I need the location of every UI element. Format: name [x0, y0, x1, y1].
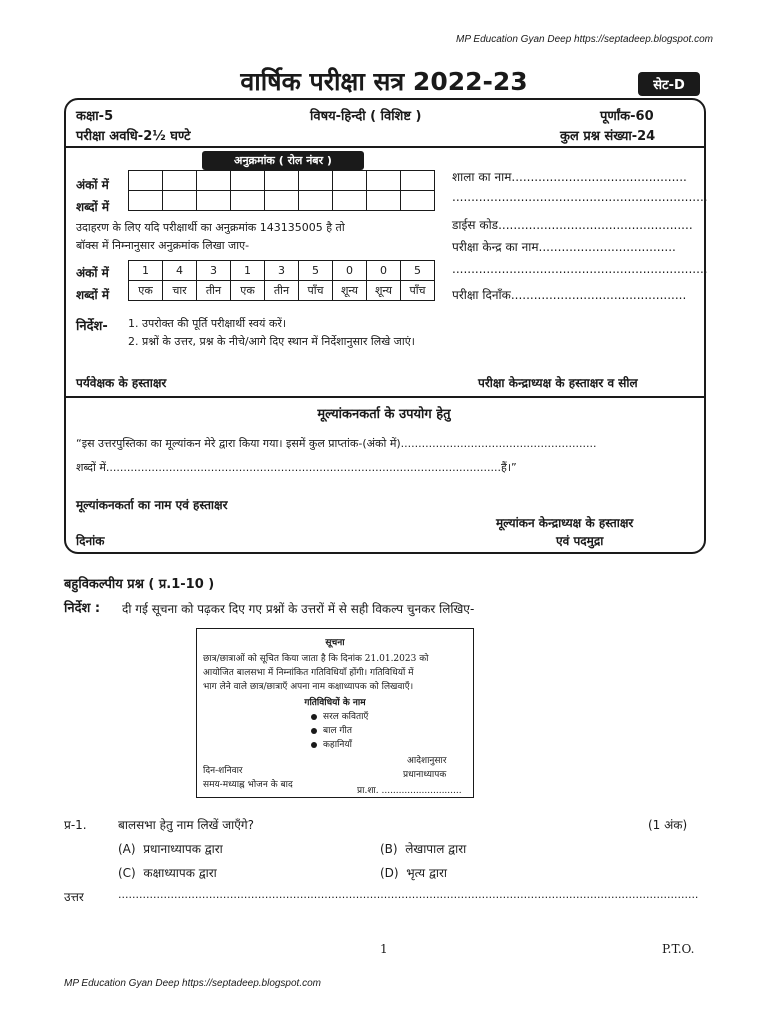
example-words-row — [129, 281, 435, 301]
option-d[interactable] — [380, 864, 447, 881]
example-word: तीन — [265, 281, 299, 301]
roll-word-cell[interactable] — [367, 191, 401, 211]
roll-digit-cell[interactable] — [299, 171, 333, 191]
notice-title: सूचना — [325, 638, 345, 648]
example-words-label: शब्दों में — [76, 288, 109, 302]
roll-digit-cell[interactable] — [401, 171, 435, 191]
answer-label: उत्तर — [64, 890, 84, 904]
option-b[interactable] — [380, 840, 466, 857]
answer-line[interactable]: ...................................................................................................................................................................... — [118, 888, 699, 901]
option-text: कक्षाध्यापक द्वारा — [143, 866, 217, 880]
activities-title: गतिविधियों के नाम — [304, 698, 366, 708]
evaluator-heading: मूल्यांकनकर्ता के उपयोग हेतु — [317, 407, 451, 422]
roll-digit-cell[interactable] — [231, 171, 265, 191]
bullet-icon — [311, 714, 317, 720]
option-key: (A) — [118, 842, 136, 856]
example-digit: 1 — [129, 261, 163, 281]
question-marks: (1 अंक) — [648, 818, 688, 832]
instruction-item-1: 1. उपरोक्त की पूर्ति परीक्षार्थी स्वयं करें। — [128, 317, 287, 330]
notice-school: प्रा.शा. ............................ — [357, 786, 462, 796]
full-marks-label: पूर्णांक-60 — [600, 109, 654, 124]
evaluator-name-sign: मूल्यांकनकर्ता का नाम एवं हस्ताक्षर — [76, 498, 228, 512]
set-badge: सेट-D — [638, 72, 700, 96]
divider-evaluator — [64, 396, 706, 398]
evaluator-line-2: शब्दों में.................................................................................................................हैं।” — [76, 461, 517, 474]
bullet-icon — [311, 728, 317, 734]
example-digit: 5 — [299, 261, 333, 281]
notice-line-3: भाग लेने वाले छात्र/छात्राएँ अपना नाम कक्षाध्यापक को लिखवाएँ। — [203, 682, 414, 692]
roll-number-heading: अनुक्रमांक ( रोल नंबर ) — [202, 151, 364, 170]
evaluation-center-seal: एवं पदमुद्रा — [556, 534, 604, 548]
blank-field-1[interactable]: ................................................................... — [452, 190, 708, 204]
roll-digit-cell[interactable] — [197, 171, 231, 191]
notice-principal: प्रधानाध्यापक — [403, 770, 447, 780]
mcq-instruction-text: दी गई सूचना को पढ़कर दिए गए प्रश्नों के उत्तरों में से सही विकल्प चुनकर लिखिए- — [122, 602, 475, 616]
roll-word-cell[interactable] — [197, 191, 231, 211]
roll-digit-cell[interactable] — [333, 171, 367, 191]
evaluation-center-sign: मूल्यांकन केन्द्राध्यक्ष के हस्ताक्षर — [496, 516, 634, 530]
bullet-icon — [311, 742, 317, 748]
example-digit: 1 — [231, 261, 265, 281]
school-name-field[interactable]: शाला का नाम.............................................. — [452, 170, 687, 184]
notice-line-2: आयोजित बालसभा में निम्नांकित गतिविधियाँ होंगी। गतिविधियों में — [203, 668, 414, 678]
roll-example-text-2: बॉक्स में निम्नानुसार अनुक्रमांक लिखा जाए- — [76, 239, 250, 252]
roll-word-cell[interactable] — [265, 191, 299, 211]
roll-word-cell[interactable] — [231, 191, 265, 211]
total-questions-label: कुल प्रश्न संख्या-24 — [560, 129, 656, 144]
example-word: पाँच — [299, 281, 333, 301]
activity-text: सरल कविताएँ — [323, 712, 369, 722]
example-roll-grid — [128, 260, 435, 301]
roll-digits-row[interactable] — [129, 171, 435, 191]
example-digits-label: अंकों में — [76, 266, 109, 280]
evaluator-date: दिनांक — [76, 534, 105, 548]
example-word: शून्य — [333, 281, 367, 301]
activity-text: बाल गीत — [323, 726, 352, 736]
exam-center-field[interactable]: परीक्षा केन्द्र का नाम.................................... — [452, 240, 676, 254]
roll-digit-cell[interactable] — [265, 171, 299, 191]
roll-word-cell[interactable] — [163, 191, 197, 211]
roll-word-cell[interactable] — [401, 191, 435, 211]
page-number: 1 — [380, 942, 388, 956]
roll-digit-cell[interactable] — [367, 171, 401, 191]
page-title: वार्षिक परीक्षा सत्र 2022-23 — [240, 67, 528, 96]
activity-item — [311, 709, 368, 722]
roll-word-cell[interactable] — [129, 191, 163, 211]
activity-item — [311, 737, 352, 750]
divider-info — [64, 146, 706, 148]
example-digit: 0 — [333, 261, 367, 281]
question-number: प्र-1. — [64, 818, 87, 832]
source-link-top[interactable]: MP Education Gyan Deep https://septadeep.blogspot.com — [456, 34, 714, 45]
roll-digit-cell[interactable] — [163, 171, 197, 191]
roll-words-label: शब्दों में — [76, 200, 109, 214]
example-word: एक — [129, 281, 163, 301]
roll-example-text-1: उदाहरण के लिए यदि परीक्षार्थी का अनुक्रमांक 143135005 है तो — [76, 221, 345, 234]
option-key: (D) — [380, 866, 399, 880]
class-label: कक्षा-5 — [76, 109, 114, 124]
roll-word-cell[interactable] — [333, 191, 367, 211]
source-link-bottom[interactable]: MP Education Gyan Deep https://septadeep.blogspot.com — [64, 978, 322, 989]
option-text: लेखापाल द्वारा — [405, 842, 467, 856]
center-head-signature: परीक्षा केन्द्राध्यक्ष के हस्ताक्षर व सील — [478, 376, 638, 390]
option-key: (B) — [380, 842, 398, 856]
activity-item — [311, 723, 352, 736]
question-text: बालसभा हेतु नाम लिखें जाएँगे? — [118, 818, 254, 832]
mcq-instruction-label: निर्देश : — [64, 601, 101, 616]
instruction-item-2: 2. प्रश्नों के उत्तर, प्रश्न के नीचे/आगे दिए स्थान में निर्देशानुसार लिखे जाएं। — [128, 335, 415, 348]
example-digits-row — [129, 261, 435, 281]
option-text: भृत्य द्वारा — [406, 866, 447, 880]
example-word: पाँच — [401, 281, 435, 301]
invigilator-signature: पर्यवेक्षक के हस्ताक्षर — [76, 376, 167, 390]
option-a[interactable] — [118, 840, 223, 857]
roll-digits-label: अंकों में — [76, 178, 109, 192]
instructions-label: निर्देश- — [76, 319, 108, 334]
duration-label: परीक्षा अवधि-2½ घण्टे — [76, 129, 191, 144]
roll-words-row[interactable] — [129, 191, 435, 211]
activity-text: कहानियाँ — [323, 740, 352, 750]
subject-label: विषय-हिन्दी ( विशिष्ट ) — [310, 109, 422, 124]
example-word: एक — [231, 281, 265, 301]
pto-label: P.T.O. — [662, 942, 695, 956]
example-word: शून्य — [367, 281, 401, 301]
notice-order: आदेशानुसार — [407, 756, 447, 766]
notice-time: समय-मध्याह्न भोजन के बाद — [203, 780, 293, 790]
roll-digit-cell[interactable] — [129, 171, 163, 191]
example-digit: 3 — [265, 261, 299, 281]
option-text: प्रधानाध्यापक द्वारा — [143, 842, 223, 856]
example-digit: 5 — [401, 261, 435, 281]
example-digit: 0 — [367, 261, 401, 281]
mcq-heading: बहुविकल्पीय प्रश्न ( प्र.1-10 ) — [64, 577, 215, 592]
example-word: तीन — [197, 281, 231, 301]
evaluator-line-1: “इस उत्तरपुस्तिका का मूल्यांकन मेरे द्वारा किया गया। इसमें कुल प्राप्तांक-(अंको में)........................................................ — [76, 437, 597, 450]
example-digit: 4 — [163, 261, 197, 281]
option-key: (C) — [118, 866, 136, 880]
roll-number-grid[interactable] — [128, 170, 435, 211]
exam-date-field[interactable]: परीक्षा दिनाँक.............................................. — [452, 288, 687, 302]
option-c[interactable] — [118, 864, 217, 881]
notice-day: दिन-शनिवार — [203, 766, 243, 776]
blank-field-2[interactable]: ................................................................... — [452, 262, 708, 276]
example-digit: 3 — [197, 261, 231, 281]
dice-code-field[interactable]: डाईस कोड................................................... — [452, 218, 693, 232]
example-word: चार — [163, 281, 197, 301]
notice-line-1: छात्र/छात्राओं को सूचित किया जाता है कि दिनांक 21.01.2023 को — [203, 654, 429, 664]
roll-word-cell[interactable] — [299, 191, 333, 211]
notice-box — [196, 628, 474, 798]
